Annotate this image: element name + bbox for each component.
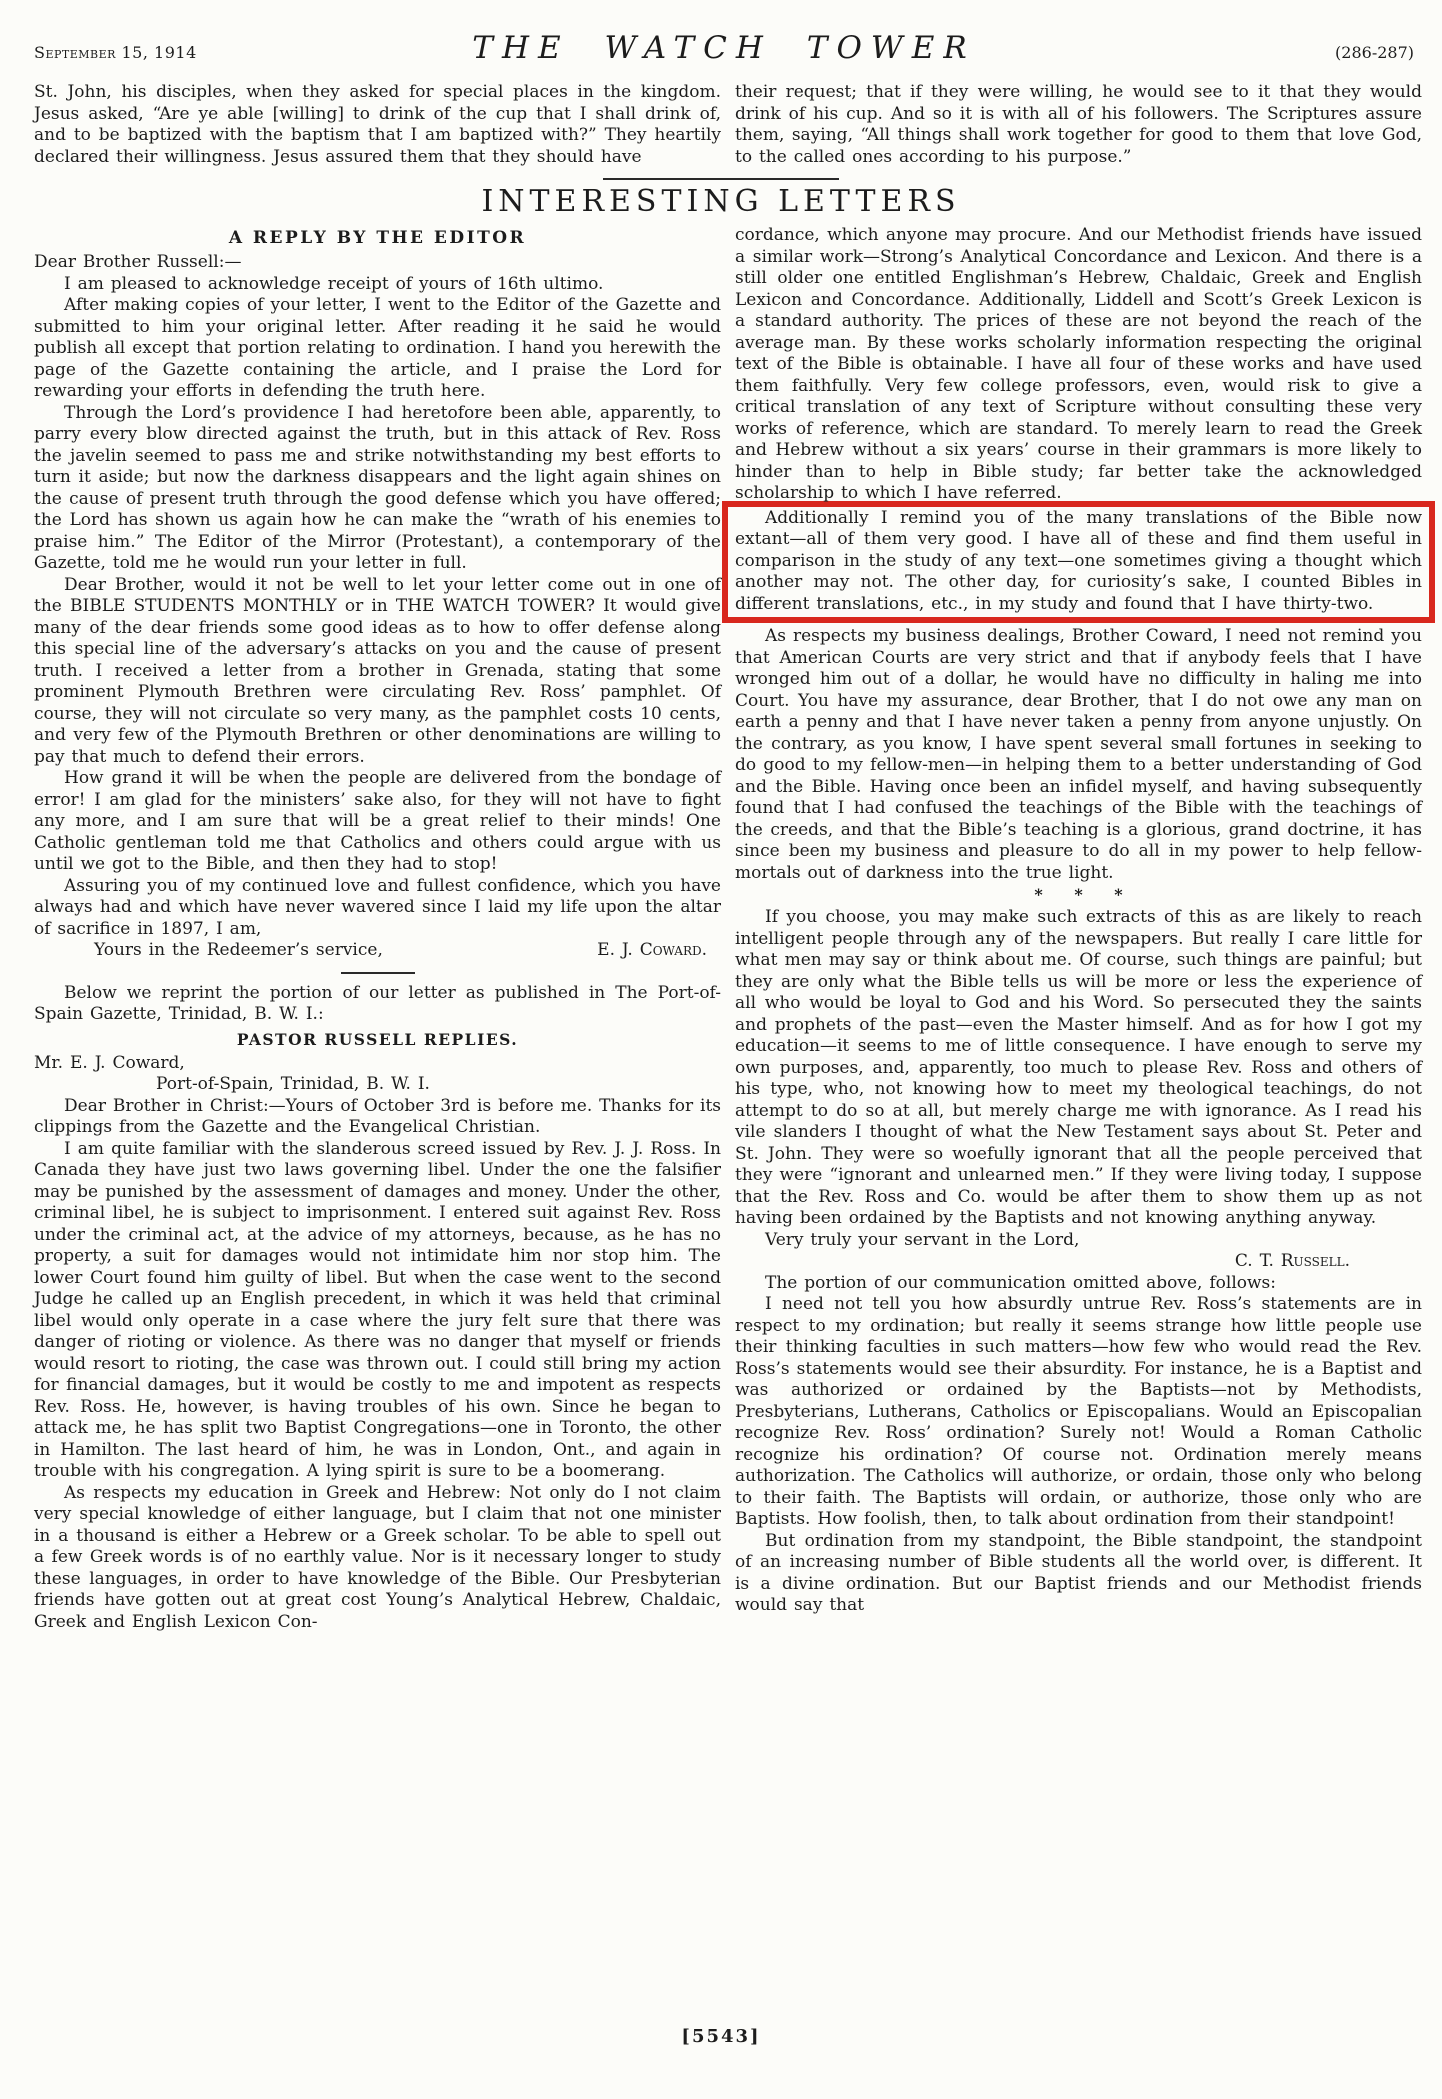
heading-rule [603, 178, 839, 180]
paragraph: Assuring you of my continued love and fullest confidence, which you have always had and which have never wavered since I laid my life upon the altar of sacrifice in 1897, I am, [34, 875, 721, 939]
paragraph: I am quite familiar with the slanderous screed issued by Rev. J. J. Ross. In Canada they have just two laws governing libel. Under the one the falsifier may be punished by the assessment of damages and money. Under the other, criminal libel, he is subject to imprisonment. I entered suit against Rev. Ross under the criminal act, at the advice of my attorneys, because, as he has no property, a suit for damages would not intimidate him nor stop him. The lower Court found him guilty of libel. But when the case went to the second Judge he called up an English precedent, in which it was held that criminal libel would only operate in a case where the jury felt sure that there was danger of rioting or violence. As there was no danger that myself or friends would resort to rioting, the case was thrown out. I could still bring my action for financial damages, but it would be costly to me and impotent as respects Rev. Ross. He, however, is having troubles of his own. Since he began to attack me, he has split two Baptist Congregations—one in Toronto, the other in Hamilton. The last heard of him, he was in London, Ont., and again in trouble with his congregation. A lying spirit is sure to be a boomerang. [34, 1138, 721, 1481]
section-divider-rule [341, 972, 415, 974]
omitted-intro: The portion of our communication omitted above, follows: [765, 1272, 1277, 1293]
salutation: Dear Brother Russell:— [34, 252, 242, 272]
address-line: Mr. E. J. Coward, [34, 1052, 185, 1073]
paragraph: I am pleased to acknowledge receipt of yours of 16th ultimo. [64, 273, 604, 294]
reprint-intro: Below we reprint the portion of our letter as published in The Port-of-Spain Gazette, Trinidad, B. W. I.: [34, 982, 721, 1024]
reply-by-editor-heading: A REPLY BY THE EDITOR [228, 228, 527, 248]
signature-coward: E. J. Coward. [597, 940, 707, 960]
paragraph: cordance, which anyone may procure. And our Methodist friends have issued a similar work—Strong’s Analytical Concordance and Lexicon. And there is a still older one entitled Englishman’s Hebrew, Chaldaic, Greek and English Lexicon and Concordance. Additionally, Liddell and Scott’s Greek Lexicon is a standard authority. The prices of these are not beyond the reach of the average man. By these works scholarly information respecting the original text of the Bible is obtainable. I have all four of these works and have used them faithfully. Very few college professors, even, would risk to give a critical translation of any text of Scripture without consulting these very works of reference, which are standard. To merely learn to read the Greek and Hebrew without a six years’ course in their grammars is more likely to hinder than to help in Bible study; far better take the acknowledged scholarship to which I have referred. [735, 225, 1422, 503]
paragraph: Dear Brother, would it not be well to let your letter come out in one of the BIBLE STUDENTS MONTHLY or in THE WATCH TOWER? It would give many of the dear friends some good ideas as to how to offer defense along this special line of the adversary’s attacks on you and the cause of present truth. I received a letter from a brother in Grenada, stating that some prominent Plymouth Brethren were circulating Rev. Ross’ pamphlet. Of course, they will not circulate so very many, as the pamphlet costs 10 cents, and very few of the Plymouth Brethren or other denominations are willing to pay that much to defend their errors. [34, 574, 721, 767]
highlighted-paragraph: Additionally I remind you of the many translations of the Bible now extant—all of them very good. I have all of these and find them useful in comparison in the study of any text—one sometimes giving a thought which another may not. The other day, for curiosity’s sake, I counted Bibles in different translations, etc., in my study and found that I have thirty-two. [735, 507, 1422, 614]
section-heading [0, 178, 1442, 219]
right-column [735, 225, 1422, 1617]
paragraph: Dear Brother in Christ:—Yours of October 3rd is before me. Thanks for its clippings from the Gazette and the Evangelical Christian. [34, 1095, 721, 1137]
running-head [0, 0, 1442, 66]
paragraph: their request; that if they were willing, he would see to it that they would drink of his cup. And so it is with all of his followers. The Scriptures assure them, saying, “All things shall work together for good to them that love God, to the called ones according to his purpose.” [735, 82, 1422, 167]
red-highlight-box [722, 501, 1435, 624]
intro-right-column [735, 82, 1422, 168]
page-numbers: (286-287) [1335, 43, 1414, 62]
paragraph: How grand it will be when the people are delivered from the bondage of error! I am glad for the ministers’ sake also, for they will not have to fight any more, and I am sure that will be a great relief to their minds! One Catholic gentleman told me that Catholics and others could argue with us until we got to the Bible, and then they had to stop! [34, 768, 721, 874]
paragraph: After making copies of your letter, I went to the Editor of the Gazette and submitted to him your original letter. After reading it he said he would publish all except that portion relating to ordination. I hand you herewith the page of the Gazette containing the article, and I praise the Lord for rewarding your efforts in defending the truth here. [34, 295, 721, 401]
address-line: Port-of-Spain, Trinidad, B. W. I. [156, 1074, 430, 1094]
folio-page-number: [5543] [681, 2026, 761, 2047]
pastor-russell-replies-heading: PASTOR RUSSELL REPLIES. [236, 1029, 519, 1049]
intro-columns [0, 82, 1442, 168]
signature-russell: C. T. Russell. [1234, 1251, 1350, 1271]
signature-row [34, 940, 721, 962]
paragraph: As respects my education in Greek and Hebrew: Not only do I not claim very special knowledge of either language, but I claim that not one minister in a thousand is either a Hebrew or a Greek scholar. To be able to spell out a few Greek words is of no earthly value. Nor is it necessary longer to study these languages, in order to have knowledge of the Bible. Our Presbyterian friends have gotten out at great cost Young’s Analytical Hebrew, Chaldaic, Greek and English Lexicon Con- [34, 1482, 721, 1632]
closing-line: Very truly your servant in the Lord, [765, 1229, 1080, 1250]
paragraph: I need not tell you how absurdly untrue Rev. Ross’s statements are in respect to my ordination; but really it seems strange how little people use their thinking faculties in such matters—how few who would read the Rev. Ross’s statements would see their absurdity. For instance, he is a Baptist and was authorized or ordained by the Baptists—not by Methodists, Presbyterians, Lutherans, Catholics or Episcopalians. Would an Episcopalian recognize Rev. Ross’ ordination? Surely not! Would a Roman Catholic recognize his ordination? Of course not. Ordination merely means authorization. The Catholics will authorize, or ordain, those only who belong to their faith. The Baptists will ordain, or authorize, those only who are Baptists. How foolish, then, to talk about ordination from their standpoint! [735, 1294, 1422, 1529]
issue-date: September 15, 1914 [34, 43, 197, 62]
paragraph: As respects my business dealings, Brother Coward, I need not remind you that American Courts are very strict and that if anybody feels that I have wronged him out of a dollar, he would have no difficulty in haling me into Court. You have my assurance, dear Brother, that I do not owe any man on earth a penny and that I have never taken a penny from anyone unjustly. On the contrary, as you know, I have spent several small fortunes in seeking to do good to my fellow-men—in helping them to a better understanding of God and the Bible. Having once been an infidel myself, and having subsequently found that I had confused the teachings of the Bible with the teachings of the creeds, and that the Bible’s teaching is a glorious, grand doctrine, it has since been my business and pleasure to do all in my power to help fellow-mortals out of darkness into the true light. [735, 626, 1422, 883]
paragraph: St. John, his disciples, when they asked for special places in the kingdom. Jesus asked, “Are ye able [willing] to drink of the cup that I shall drink of, and to be baptized with the baptism that I am baptized with?” They heartily declared their willingness. Jesus assured them that they should have [34, 82, 721, 167]
asterisk-separator: * * * [1034, 885, 1123, 904]
paragraph: If you choose, you may make such extracts of this as are likely to reach intelligent people through any of the newspapers. But really I care little for what men may say or think about me. Of course, such things are painful; but they are only what the Bible tells us will be more or less the experience of all who would be loyal to God and his Word. So persecuted they the saints and prophets of the past—even the Master himself. And as for how I got my education—it seems to me of little consequence. I have enough to serve my own purposes, and, apparently, too much to please Rev. Ross and others of his type, who, not knowing how to meet my theological teachings, do not attempt to do so at all, but merely charge me with ignorance. As I read his vile slanders I thought of what the New Testament says about St. Peter and St. John. They were so woefully ignorant that all the people perceived that they were “ignorant and unlearned men.” If they were living today, I suppose that the Rev. Ross and Co. would be after them to show them up as not having been ordained by the Baptists and not knowing anything anyway. [735, 907, 1422, 1228]
section-title: INTERESTING LETTERS [481, 184, 961, 219]
paragraph: Through the Lord’s providence I had heretofore been able, apparently, to parry every blow directed against the truth, but in this attack of Rev. Ross the javelin seemed to pass me and strike notwithstanding my best efforts to turn it aside; but now the darkness disappears and the light again shines on the cause of present truth through the good defense which you have offered; the Lord has shown us again how he can make the “wrath of his enemies to praise him.” The Editor of the Mirror (Protestant), a contemporary of the Gazette, told me he would run your letter in full. [34, 402, 721, 573]
body-columns [0, 225, 1442, 1633]
paragraph: But ordination from my standpoint, the Bible standpoint, the standpoint of an increasing number of Bible students all the world over, is different. It is a divine ordination. But our Baptist friends and our Methodist friends would say that [735, 1530, 1422, 1615]
left-column [34, 225, 721, 1633]
intro-left-column [34, 82, 721, 168]
page-title: THE WATCH TOWER [472, 30, 976, 66]
closing-line: Yours in the Redeemer’s service, [94, 940, 383, 960]
